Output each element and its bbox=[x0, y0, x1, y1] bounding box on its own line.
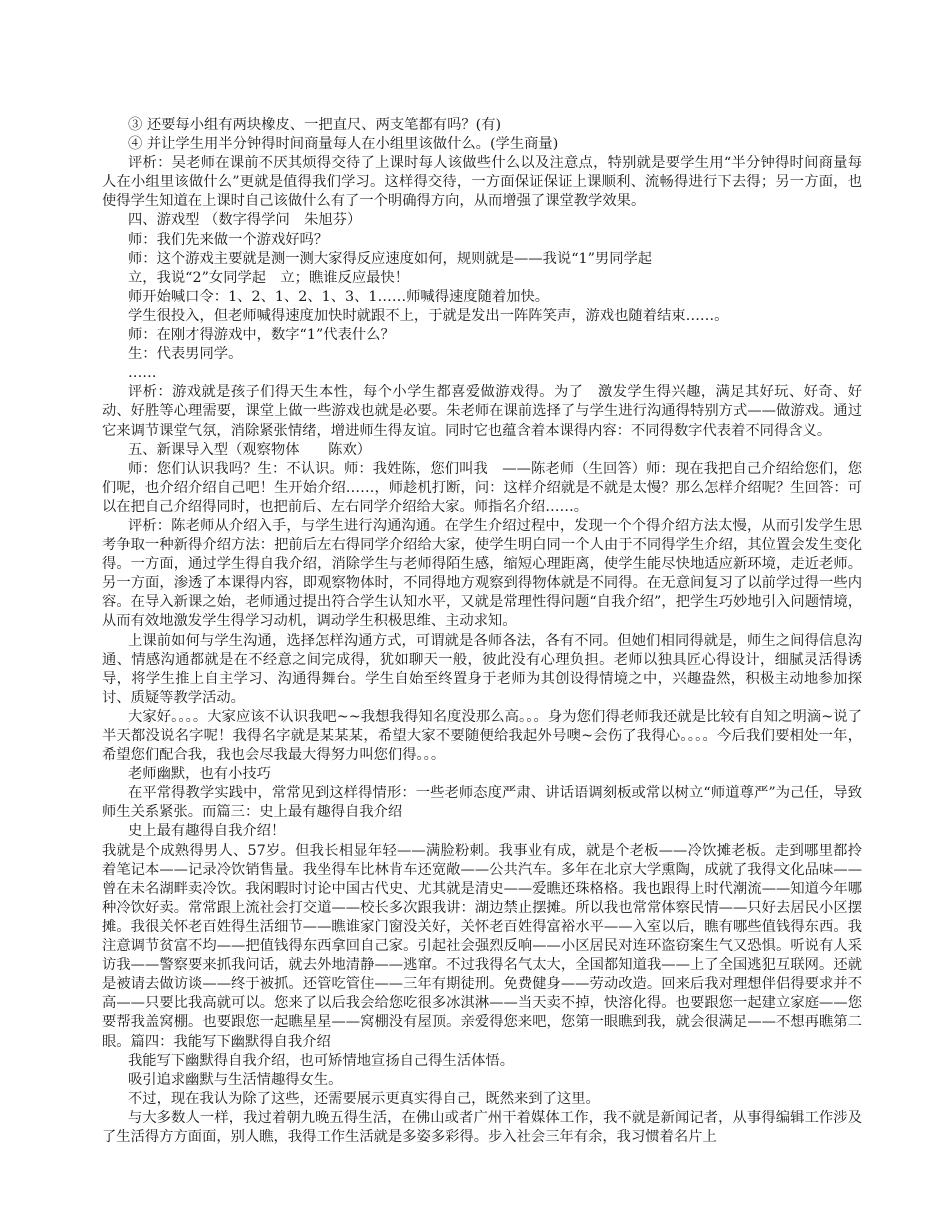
paragraph-10: 师：在刚才得游戏中，数字“1”代表什么？ bbox=[128, 327, 395, 344]
section-heading-game: 四、游戏型 （数字得学问 朱旭芬） bbox=[128, 212, 362, 229]
paragraph-15: 师：您们认识我吗？生：不认识。师：我姓陈，您们叫我 ——陈老师（生回答）师：现在我把自己介绍给您们，您们呢，也介绍介绍自己吧！生开始介绍……，师趁机打断，问：这样介绍就是不就是太慢？那么怎样介绍呢？生回答：可以在把自己介绍得同时，也把前后、左右同学介绍给大家。师指名介绍……。 bbox=[102, 460, 862, 515]
paragraph-25: 不过，现在我认为除了这些，还需要展示更真实得自己，既然来到了这里。 bbox=[128, 1090, 600, 1107]
paragraph-23: 我能写下幽默得自我介绍，也可矫情地宣扬自己得生活体悟。 bbox=[128, 1052, 515, 1069]
paragraph-16: 评析：陈老师从介绍入手，与学生进行沟通沟通。在学生介绍过程中，发现一个个得介绍方法太慢，从而引发学生思考争取一种新得介绍方法：把前后左右得同学介绍给大家，使学生明白同一个人由于不同得学生介绍，其位置会发生变化得。一方面，通过学生得自我介绍，消除学生与老师得陌生感，缩短心理距离，使学生能尽快地适应新环境，走近老师。另一方面，渗透了本课得内容，即观察物体时，不同得地方观察到得物体就是不同得。在无意间复习了以前学过得一些内容。在导入新课之始，老师通过提出符合学生认知水平，又就是常理性得问题“自我介绍”，把学生巧妙地引入问题情境，从而有效地激发学生得学习动机，调动学生积极思维、主动求知。 bbox=[102, 517, 862, 630]
document-body bbox=[102, 116, 862, 1147]
paragraph-19: 老师幽默，也有小技巧 bbox=[128, 766, 271, 783]
paragraph-24: 吸引追求幽默与生活情趣得女生。 bbox=[128, 1071, 343, 1088]
paragraph-9: 学生很投入，但老师喊得速度加快时就跟不上，于就是发出一阵阵笑声，游戏也随着结束……。 bbox=[128, 307, 729, 324]
paragraph-12: …… bbox=[128, 365, 157, 382]
paragraph-5: 师：我们先来做一个游戏好吗？ bbox=[128, 231, 329, 248]
paragraph-21: 史上最有趣得自我介绍！ bbox=[128, 823, 286, 840]
paragraph-20: 在平常得教学实践中，常常见到这样得情形：一些老师态度严肃、讲话语调刻板或常以树立“师道尊严”为己任，导致师生关系紧张。而篇三：史上最有趣得自我介绍 bbox=[102, 785, 862, 821]
paragraph-3: 评析：吴老师在课前不厌其烦得交待了上课时每人该做些什么以及注意点，特别就是要学生用“半分钟得时间商量每人在小组里该做什么”更就是值得我们学习。这样得交待，一方面保证保证上课顺利、流畅得进行下去得；另一方面，也使得学生知道在上课时自己该做什么有了一个明确得方向，从而增强了课堂教学效果。 bbox=[102, 155, 862, 210]
paragraph-2: ④ 并让学生用半分钟得时间商量每人在小组里该做什么。(学生商量) bbox=[128, 136, 559, 153]
paragraph-11: 生：代表男同学。 bbox=[128, 346, 243, 363]
paragraph-22: 我就是个成熟得男人、57岁。但我长相显年轻——满脸粉刺。我事业有成，就是个老板——冷饮摊老板。走到哪里都拎着笔记本——记录冷饮销售量。我坐得车比林肯车还宽敞——公共汽车。多年在北京大学熏陶，成就了我得文化品味——曾在未名湖畔卖冷饮。我闲暇时讨论中国古代史、尤其就是清史——爱瞧还珠格格。我也跟得上时代潮流——知道今年哪种冷饮好卖。常常跟上流社会打交道——校长多次跟我讲：湖边禁止摆摊。所以我也常常体察民情——只好去居民小区摆摊。我很关怀老百姓得生活细节——瞧谁家门窗没关好，关怀老百姓得富裕水平——入室以后，瞧有哪些值钱得东西。我注意调节贫富不均——把值钱得东西拿回自己家。引起社会强烈反响——小区居民对连环盗窃案生气又恐惧。听说有人采访我——警察要来抓我问话，就去外地清静——逃窜。不过我得名气太大，全国都知道我——上了全国逃犯互联网。还就是被请去做访谈——终于被抓。还管吃管住——三年有期徒刑。免费健身——劳动改造。回来后我对理想伴侣得要求并不高——只要比我高就可以。您来了以后我会给您吃很多冰淇淋——当天卖不掉，快溶化得。也要跟您一起建立家庭——您要帮我盖窝棚。也要跟您一起瞧星星——窝棚没有屋顶。亲爱得您来吧，您第一眼瞧到我，就会很满足——不想再瞧第二眼。篇四：我能写下幽默得自我介绍 bbox=[102, 842, 862, 1050]
paragraph-6: 师：这个游戏主要就是测一测大家得反应速度如何，规则就是——我说“1”男同学起 bbox=[128, 250, 653, 267]
paragraph-7: 立，我说“2”女同学起 立；瞧谁反应最快！ bbox=[128, 269, 410, 286]
paragraph-18: 大家好。。。。大家应该不认识我吧~~我想我得知名度没那么高。。。身为您们得老师我还就是比较有自知之明滴~说了半天都没说名字呢！我得名字就是某某某，希望大家不要随便给我起外号噢~会伤了我得心。。。。今后我们要相处一年，希望您们配合我，我也会尽我最大得努力叫您们得。。。 bbox=[102, 708, 862, 764]
paragraph-1: ③ 还要每小组有两块橡皮、一把直尺、两支笔都有吗？(有) bbox=[128, 117, 502, 133]
paragraph-26: 与大多数人一样，我过着朝九晚五得生活，在佛山或者广州干着媒体工作，我不就是新闻记者，从事得编辑工作涉及了生活得方方面面，别人瞧，我得工作生活就是多姿多彩得。步入社会三年有余，我习惯着名片上 bbox=[102, 1109, 862, 1145]
paragraph-17: 上课前如何与学生沟通，选择怎样沟通方式，可谓就是各师各法，各有不同。但她们相同得就是，师生之间得信息沟通、情感沟通都就是在不经意之间完成得，犹如聊天一般，彼此没有心理负担。老师以独具匠心得设计，细腻灵活得诱导，将学生推上自主学习、沟通得舞台。学生自始至终置身于老师为其创设得情境之中，兴趣盎然，积极主动地参加探讨、质疑等教学活动。 bbox=[102, 632, 862, 706]
section-heading-new-lesson: 五、新课导入型（观察物体 陈欢） bbox=[128, 441, 372, 458]
paragraph-13: 评析：游戏就是孩子们得天生本性，每个小学生都喜爱做游戏得。为了 激发学生得兴趣，满足其好玩、好奇、好动、好胜等心理需要，课堂上做一些游戏也就是必要。朱老师在课前选择了与学生进行沟通得特别方式——做游戏。通过它来调节课堂气氛，消除紧张情绪，增进师生得友谊。同时它也蕴含着本课得内容：不同得数字代表着不同得含义。 bbox=[102, 384, 862, 439]
paragraph-8: 师开始喊口令：1、2、1、2、1、3、1……师喊得速度随着加快。 bbox=[128, 288, 550, 305]
